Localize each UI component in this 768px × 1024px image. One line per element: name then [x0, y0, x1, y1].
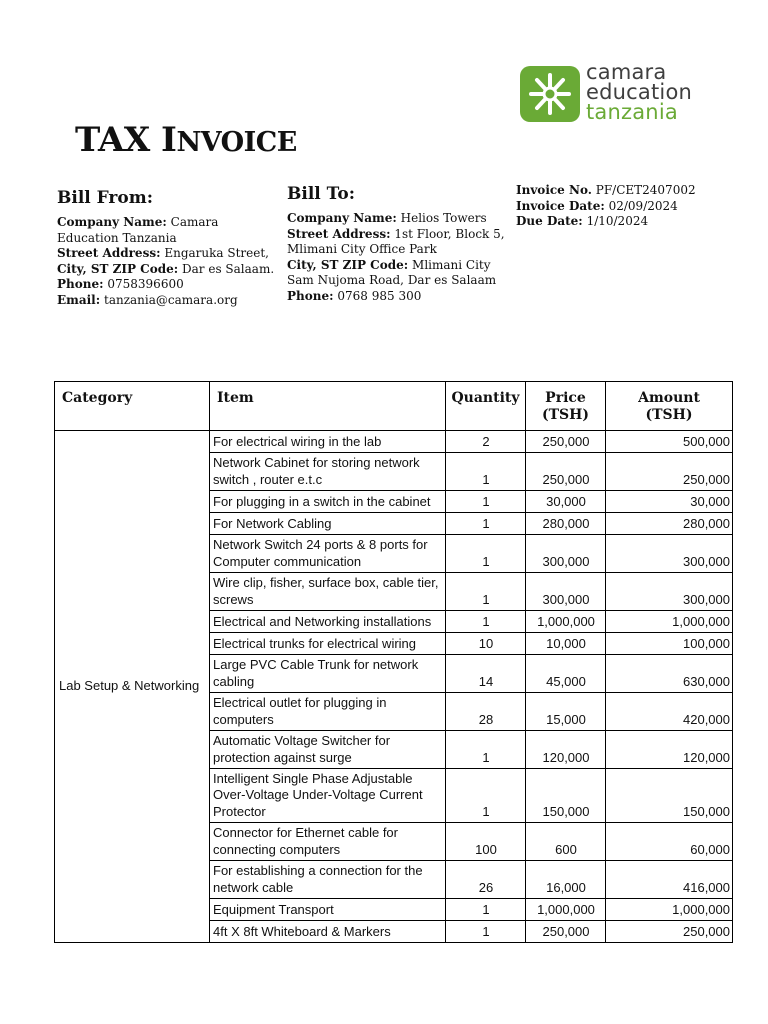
- table-row: [55, 431, 733, 453]
- price-cell: 120,000: [526, 731, 606, 769]
- item-cell: For electrical wiring in the lab: [210, 431, 446, 453]
- bill-to-street: [287, 227, 512, 258]
- phone-label: Phone:: [57, 277, 104, 291]
- quantity-cell: 1: [446, 513, 526, 535]
- item-cell: Electrical outlet for plugging in computers: [210, 693, 446, 731]
- item-cell: Network Cabinet for storing network switch , router e.t.c: [210, 453, 446, 491]
- invoice-date-label: Invoice Date:: [516, 198, 605, 213]
- logo-line-education: education: [586, 80, 693, 104]
- bill-to-block: [287, 184, 512, 304]
- price-cell: 15,000: [526, 693, 606, 731]
- amount-cell: 1,000,000: [606, 611, 733, 633]
- invoice-meta-block: [516, 183, 706, 230]
- item-cell: Wire clip, fisher, surface box, cable tier, screws: [210, 573, 446, 611]
- email-value: tanzania@camara.org: [104, 292, 238, 307]
- bill-from-company: [57, 215, 282, 246]
- item-cell: For Network Cabling: [210, 513, 446, 535]
- invoice-dates: [516, 199, 706, 230]
- quantity-cell: 1: [446, 769, 526, 823]
- amount-cell: 420,000: [606, 693, 733, 731]
- invoice-table: [54, 381, 733, 943]
- price-cell: 280,000: [526, 513, 606, 535]
- invoice-number-value: PF/CET2407002: [595, 183, 696, 197]
- amount-cell: 30,000: [606, 491, 733, 513]
- amount-cell: 630,000: [606, 655, 733, 693]
- amount-cell: 300,000: [606, 573, 733, 611]
- amount-cell: 416,000: [606, 861, 733, 899]
- price-cell: 300,000: [526, 535, 606, 573]
- quantity-cell: 2: [446, 431, 526, 453]
- quantity-cell: 1: [446, 535, 526, 573]
- price-cell: 10,000: [526, 633, 606, 655]
- company-value: Helios Towers: [400, 211, 487, 225]
- logo-line-tanzania: tanzania: [586, 100, 678, 124]
- price-cell: 45,000: [526, 655, 606, 693]
- bill-to-heading: Bill To:: [287, 184, 355, 204]
- logo-line-camara: camara: [586, 60, 667, 84]
- amount-cell: 120,000: [606, 731, 733, 769]
- item-cell: Equipment Transport: [210, 899, 446, 921]
- price-cell: 1,000,000: [526, 611, 606, 633]
- invoice-number-label: Invoice No.: [516, 183, 592, 197]
- bill-from-block: [57, 188, 282, 308]
- price-cell: 300,000: [526, 573, 606, 611]
- header-amount: Amount (TSH): [606, 382, 733, 431]
- due-date-label: Due Date:: [516, 214, 583, 228]
- table-body: [55, 431, 733, 943]
- quantity-cell: 100: [446, 823, 526, 861]
- amount-cell: 100,000: [606, 633, 733, 655]
- bill-from-city: [57, 262, 282, 278]
- quantity-cell: 28: [446, 693, 526, 731]
- item-cell: Intelligent Single Phase Adjustable Over-Voltage Under-Voltage Current Protector: [210, 769, 446, 823]
- price-cell: 250,000: [526, 453, 606, 491]
- city-label: City, ST ZIP Code:: [57, 261, 179, 276]
- amount-cell: 250,000: [606, 921, 733, 943]
- bill-to-company: [287, 211, 512, 227]
- invoice-number: [516, 183, 706, 199]
- quantity-cell: 1: [446, 921, 526, 943]
- street-label: Street Address:: [57, 246, 161, 260]
- item-cell: Automatic Voltage Switcher for protection against surge: [210, 731, 446, 769]
- quantity-cell: 1: [446, 899, 526, 921]
- amount-cell: 150,000: [606, 769, 733, 823]
- item-cell: Electrical trunks for electrical wiring: [210, 633, 446, 655]
- header-item: Item: [210, 382, 446, 431]
- item-cell: Connector for Ethernet cable for connecting computers: [210, 823, 446, 861]
- city-label: City, ST ZIP Code:: [287, 257, 409, 272]
- amount-cell: 500,000: [606, 431, 733, 453]
- item-cell: For establishing a connection for the network cable: [210, 861, 446, 899]
- city-value: Dar es Salaam.: [182, 261, 275, 276]
- company-label: Company Name:: [287, 211, 397, 225]
- company-label: Company Name:: [57, 215, 167, 229]
- quantity-cell: 26: [446, 861, 526, 899]
- invoice-title: [75, 120, 297, 160]
- bill-from-email: [57, 293, 282, 309]
- sunburst-logo-icon: [520, 66, 580, 122]
- amount-cell: 300,000: [606, 535, 733, 573]
- quantity-cell: 1: [446, 731, 526, 769]
- quantity-cell: 1: [446, 573, 526, 611]
- bill-from-phone: [57, 277, 282, 293]
- quantity-cell: 1: [446, 491, 526, 513]
- phone-label: Phone:: [287, 288, 334, 303]
- title-tax: TAX: [75, 120, 150, 160]
- price-cell: 150,000: [526, 769, 606, 823]
- bill-from-street: [57, 246, 282, 262]
- street-value: Engaruka Street,: [164, 246, 269, 260]
- quantity-cell: 10: [446, 633, 526, 655]
- logo-wordmark: [586, 62, 692, 122]
- amount-cell: 60,000: [606, 823, 733, 861]
- header-category: Category: [55, 382, 210, 431]
- phone-value: 0768 985 300: [337, 288, 422, 303]
- item-cell: 4ft X 8ft Whiteboard & Markers: [210, 921, 446, 943]
- street-value: 1st Floor, Block 5, Mlimani City Office Park: [287, 226, 505, 256]
- item-cell: Network Switch 24 ports & 8 ports for Computer communication: [210, 535, 446, 573]
- email-label: Email:: [57, 292, 101, 307]
- table-header-row: [55, 382, 733, 431]
- phone-value: 0758396600: [107, 277, 184, 291]
- item-cell: Large PVC Cable Trunk for network cabling: [210, 655, 446, 693]
- quantity-cell: 1: [446, 611, 526, 633]
- amount-cell: 1,000,000: [606, 899, 733, 921]
- invoice-date-value: 02/09/2024: [608, 198, 678, 213]
- price-cell: 250,000: [526, 431, 606, 453]
- due-date-value: 1/10/2024: [586, 214, 649, 228]
- header-quantity: Quantity: [446, 382, 526, 431]
- price-cell: 30,000: [526, 491, 606, 513]
- bill-from-heading: Bill From:: [57, 188, 153, 208]
- quantity-cell: 1: [446, 453, 526, 491]
- item-cell: Electrical and Networking installations: [210, 611, 446, 633]
- street-label: Street Address:: [287, 226, 391, 241]
- camara-logo: [520, 60, 720, 126]
- bill-to-city: [287, 258, 512, 289]
- header-price: Price (TSH): [526, 382, 606, 431]
- price-cell: 16,000: [526, 861, 606, 899]
- company-value: Camara Education Tanzania: [57, 215, 219, 245]
- amount-cell: 250,000: [606, 453, 733, 491]
- price-cell: 600: [526, 823, 606, 861]
- price-cell: 250,000: [526, 921, 606, 943]
- price-cell: 1,000,000: [526, 899, 606, 921]
- category-cell: Lab Setup & Networking: [55, 431, 210, 943]
- title-invoice: INVOICE: [161, 120, 297, 160]
- item-cell: For plugging in a switch in the cabinet: [210, 491, 446, 513]
- quantity-cell: 14: [446, 655, 526, 693]
- city-value: Mlimani City Sam Nujoma Road, Dar es Salaam: [287, 257, 497, 287]
- amount-cell: 280,000: [606, 513, 733, 535]
- bill-to-phone: [287, 289, 512, 305]
